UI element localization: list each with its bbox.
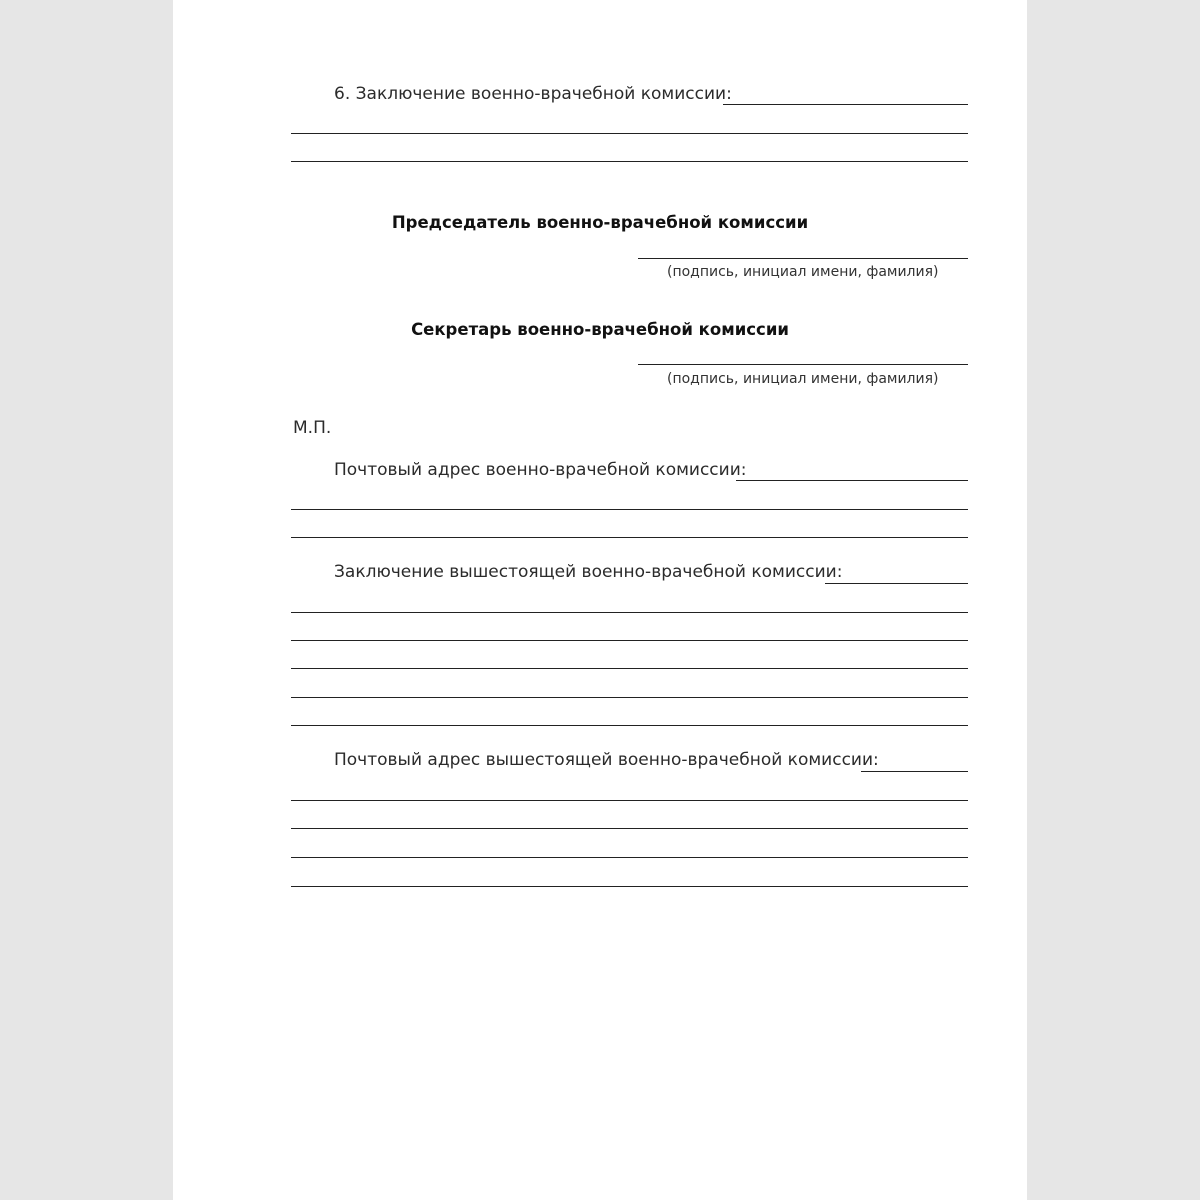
higher-postal-address-fill-line[interactable]: [291, 828, 968, 829]
secretary-signature-line[interactable]: [638, 364, 968, 365]
chairman-signature-line[interactable]: [638, 258, 968, 259]
secretary-title: Секретарь военно-врачебной комиссии: [411, 320, 789, 339]
chairman-signature-hint: (подпись, инициал имени, фамилия): [667, 264, 939, 280]
higher-postal-address-fill-line[interactable]: [291, 886, 968, 887]
higher-conclusion-label: Заключение вышестоящей военно-врачебной комиссии:: [334, 562, 843, 582]
section6-fill-line[interactable]: [291, 161, 968, 162]
higher-conclusion-fill-line[interactable]: [291, 668, 968, 669]
section6-label: 6. Заключение военно-врачебной комиссии:: [334, 84, 732, 104]
higher-conclusion-fill-line[interactable]: [291, 640, 968, 641]
higher-postal-address-label: Почтовый адрес вышестоящей военно-врачебной комиссии:: [334, 750, 879, 770]
higher-postal-address-fill-line[interactable]: [291, 800, 968, 801]
higher-postal-address-fill-line[interactable]: [291, 857, 968, 858]
section6-fill-line[interactable]: [291, 133, 968, 134]
higher-conclusion-fill-line[interactable]: [825, 583, 968, 584]
section6-fill-line[interactable]: [723, 104, 968, 105]
higher-postal-address-fill-line[interactable]: [861, 771, 968, 772]
higher-conclusion-fill-line[interactable]: [291, 612, 968, 613]
stamp-place-label: М.П.: [293, 418, 332, 438]
postal-address-label: Почтовый адрес военно-врачебной комиссии:: [334, 460, 747, 480]
higher-conclusion-fill-line[interactable]: [291, 725, 968, 726]
postal-address-fill-line[interactable]: [291, 537, 968, 538]
document-page: [173, 0, 1027, 1200]
higher-conclusion-fill-line[interactable]: [291, 697, 968, 698]
secretary-signature-hint: (подпись, инициал имени, фамилия): [667, 371, 939, 387]
chairman-title: Председатель военно-врачебной комиссии: [391, 213, 809, 232]
postal-address-fill-line[interactable]: [736, 480, 968, 481]
postal-address-fill-line[interactable]: [291, 509, 968, 510]
